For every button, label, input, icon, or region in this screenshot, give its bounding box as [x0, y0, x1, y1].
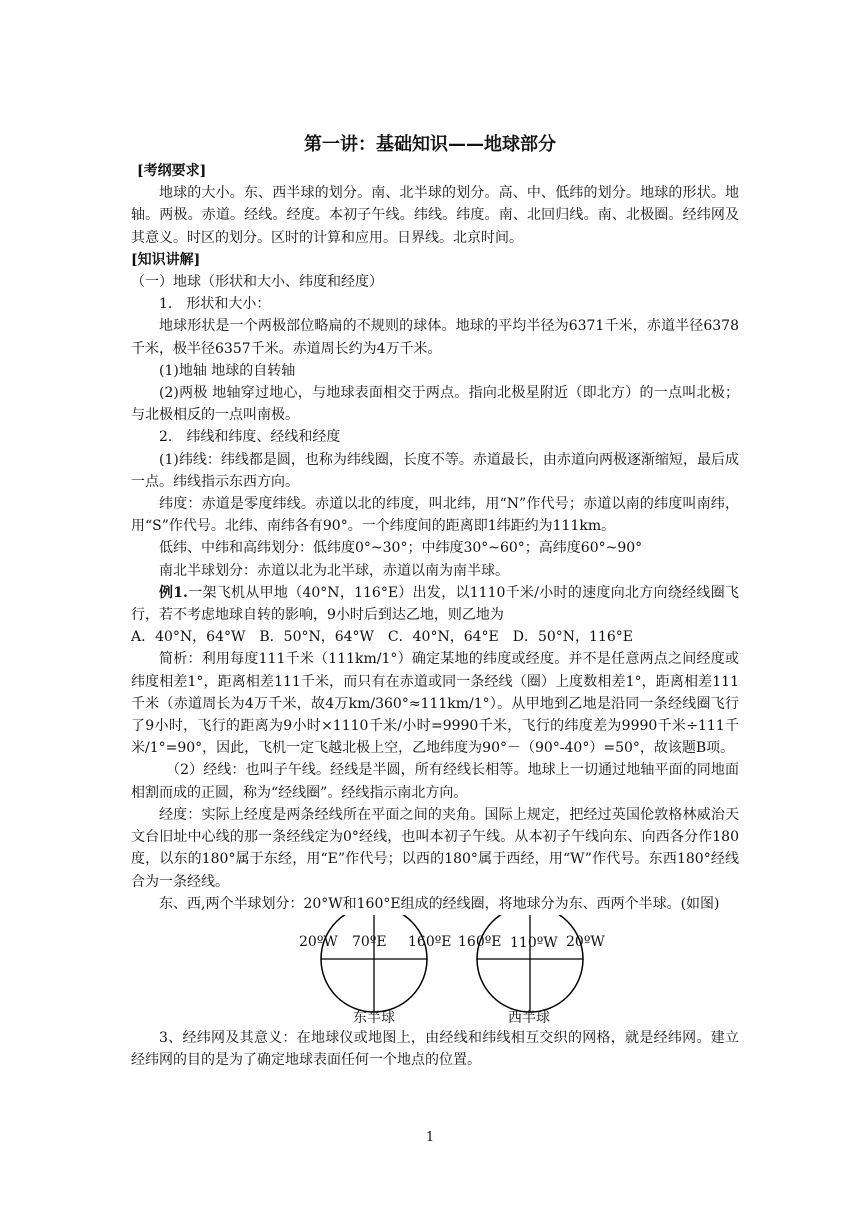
page-title: 第一讲：基础知识——地球部分: [304, 134, 556, 155]
example-paragraph: [131, 582, 739, 626]
east-right-label: 160ºE: [408, 933, 452, 950]
outline-paragraph: 地球的大小。东、西半球的划分。南、北半球的划分。高、中、低纬的划分。地球的形状。地轴。两极。赤道。经线。经度。本初子午线。纬线。纬度。南、北回归线。南、北极圈。经纬网及其意义。时区的划分。区时的计算和应用。日界线。北京时间。: [131, 185, 739, 246]
longitude-line-paragraph: （2）经线：也叫子午线。经线是半圆，所有经线长相等。地球上一切通过地轴平面的同地面相割而成的正圆，称为“经线圈”。经线指示南北方向。: [131, 762, 739, 801]
east-hemisphere-caption: 东半球: [353, 1009, 395, 1026]
knowledge-heading: [知识讲解]: [131, 251, 201, 268]
west-hemisphere-diagram: [477, 915, 583, 1012]
answer-options: A．40°N，64°W B．50°N，64°W C．40°N，64°E D．50°N，116°E: [131, 629, 633, 646]
west-right-label: 20ºW: [566, 933, 605, 950]
item-heading: 2. 纬线和纬度、经线和经度: [159, 429, 341, 446]
east-hemisphere-diagram: [321, 915, 427, 1012]
document-body: [131, 160, 739, 1071]
shape-paragraph: 地球形状是一个两极部位略扁的不规则的球体。地球的平均半径为6371千米，赤道半径6378千米，极半径6357千米。赤道周长约为4万千米。: [131, 318, 739, 357]
poles-paragraph: (2)两极 地轴穿过地心，与地球表面相交于两点。指向北极星附近（即北方）的一点叫北极；与北极相反的一点叫南极。: [131, 385, 739, 424]
example-question: 一架飞机从甲地（40°N，116°E）出发，以1110千米/小时的速度向北方向绕经线圈飞行，若不考虑地球自转的影响，9小时后到达乙地，则乙地为: [131, 584, 739, 624]
ew-hemisphere-paragraph: 东、西,两个半球划分：20°W和160°E组成的经线圈，将地球分为东、西两个半球。(如图): [159, 895, 720, 912]
section-heading: （一）地球（形状和大小、纬度和经度）: [131, 274, 383, 291]
west-mid-label: 110ºW: [510, 934, 558, 951]
east-left-label: 20ºW: [299, 933, 338, 950]
ns-hemisphere-paragraph: 南北半球划分：赤道以北为北半球，赤道以南为南半球。: [159, 562, 509, 579]
analysis-paragraph: 简析：利用每度111千米（111km/1°）确定某地的纬度或经度。并不是任意两点之间经度或纬度相差1°，距离相差111千米，而只有在赤道或同一条经线（圈）上度数相差1°，距离相差111千米（赤道周长为4万千米，故4万km/360°≈111km/1°）。从甲地到乙地是沿同一条经线圈飞行了9小时，飞行的距离为9小时×1110千米/小时=9990千米，飞行的纬度差为9990千米÷111千米/1°=90°，因此，飞机一定飞越北极上空，乙地纬度为90°－（90°-40°）=50°，故该题B项。: [131, 651, 739, 757]
latitude-zones-paragraph: 低纬、中纬和高纬划分：低纬度0°~30°；中纬度30°~60°；高纬度60°~90°: [159, 540, 643, 557]
item-heading: 1. 形状和大小：: [159, 296, 271, 313]
graticule-paragraph: 3、经纬网及其意义：在地球仪或地图上，由经线和纬线相互交织的网格，就是经纬网。建立经纬网的目的是为了确定地球表面任何一个地点的位置。: [131, 1029, 739, 1069]
outline-heading: [考纲要求]: [137, 163, 207, 179]
longitude-paragraph: 经度：实际上经度是两条经线所在平面之间的夹角。国际上规定，把经过英国伦敦格林威治天文台旧址中心线的那一条经线定为0°经线，也叫本初子午线。从本初子午线向东、向西各分作180度，以东的180°属于东经，用“E”作代号；以西的180°属于西经，用“W”作代号。东西180°经线合为一条经线。: [131, 806, 739, 890]
hemisphere-figure: [131, 915, 739, 1027]
west-left-label: 160ºE: [458, 933, 502, 950]
example-label: 例1.: [159, 584, 188, 601]
east-mid-label: 70ºE: [352, 933, 387, 950]
west-hemisphere-caption: 西半球: [508, 1009, 550, 1026]
axis-paragraph: (1)地轴 地球的自转轴: [159, 362, 296, 379]
page-number: 1: [425, 1130, 435, 1145]
latitude-line-paragraph: (1)纬线：纬线都是圆，也称为纬线圈，长度不等。赤道最长，由赤道向两极逐渐缩短，最后成一点。纬线指示东西方向。: [131, 451, 739, 490]
latitude-paragraph: 纬度：赤道是零度纬线。赤道以北的纬度，叫北纬，用“N”作代号；赤道以南的纬度叫南纬，用“S”作代号。北纬、南纬各有90°。一个纬度间的距离即1纬距约为111km。: [131, 496, 739, 535]
